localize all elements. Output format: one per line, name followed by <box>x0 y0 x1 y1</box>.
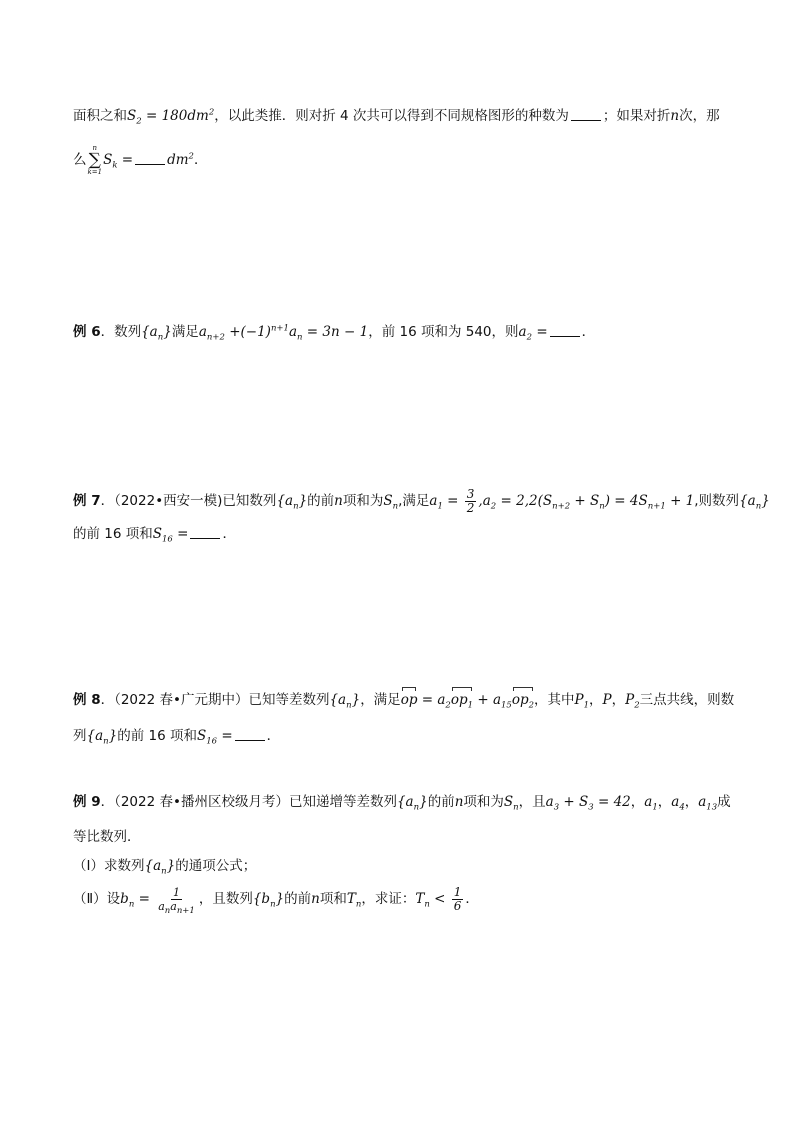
ex8-text-4: ， <box>589 692 603 708</box>
ex8-text-6: 三点共线，则数 <box>639 692 735 708</box>
answer-blank-4 <box>190 526 220 539</box>
ex9-text-7: ， <box>684 794 699 810</box>
var-n: n <box>670 108 680 124</box>
ex9-text-3: 项和为 <box>463 794 504 810</box>
example-9-line-1 <box>73 792 731 812</box>
fraction-3-2: $\frac{3}{2}$ <box>466 487 475 515</box>
intro-text-b: ，以此类推．则对折 4 次共可以得到不同规格图形的种数为 <box>214 108 569 124</box>
seq-an: $\{a_n\}$ <box>86 728 118 747</box>
intro-text-d: 次，那 <box>679 108 720 124</box>
ex7-s16: $S_{16}$ = <box>152 526 189 545</box>
ex7-text-4: ,满足 <box>398 493 430 509</box>
ex9-text-2: 的前 <box>427 794 455 810</box>
answer-blank-1 <box>571 108 601 121</box>
formula-sk: $S_k$ = <box>103 152 134 171</box>
ex8-text-1: ．（2022 春•广元期中）已知等差数列 <box>100 692 330 708</box>
ex7-text-5: ,则数列 <box>694 493 740 509</box>
example-9-label: 例 9 <box>73 794 101 810</box>
ex8-text-9: ． <box>266 728 281 744</box>
example-8-line-1 <box>73 690 734 710</box>
point-p2: $P_2$ <box>625 692 640 711</box>
example-9-question-2 <box>73 885 479 917</box>
ex9-q2-text-a: （Ⅱ）设 <box>73 891 121 907</box>
example-6 <box>73 322 595 342</box>
var-n: n <box>311 891 320 907</box>
var-n: n <box>454 794 464 810</box>
example-8-line-2 <box>73 726 280 746</box>
example-7-label: 例 7 <box>73 493 101 509</box>
answer-blank-5 <box>235 728 265 741</box>
ex8-text-8: 的前 16 项和 <box>117 728 197 744</box>
seq-an: $\{a_n\}$ <box>144 858 176 877</box>
ex9-text-9: 等比数列． <box>73 829 141 845</box>
ex9-condition: $a_3 + S_3 = 42$ <box>545 794 631 813</box>
ex6-text-1: ．数列 <box>100 324 142 340</box>
intro-text-e: 么 <box>73 152 87 168</box>
ex8-vector-eq: op = $a_2op_1 + a_{15}op_2$ <box>400 692 535 711</box>
seq-an: $\{a_n\}$ <box>329 692 361 711</box>
seq-an: $\{a_n\}$ <box>739 493 770 512</box>
ex8-text-2: ，满足 <box>360 692 401 708</box>
ex9-q2-text-c: 的前 <box>284 891 312 907</box>
seq-bn: $\{b_n\}$ <box>252 891 285 910</box>
ex9-q2-text-b: ，且数列 <box>198 891 253 907</box>
ex9-q2-text-f: ． <box>465 891 479 907</box>
example-9-line-2 <box>73 827 141 847</box>
unit-dm2: $dm^2$ <box>167 151 194 168</box>
seq-an: $\{a_n\}$ <box>141 324 172 343</box>
ex6-recurrence: $a_{n+2} +(-1)^{n+1}a_n = 3n - 1$ <box>198 323 369 343</box>
intro-text-a: 面积之和 <box>73 108 127 124</box>
ex7-text-1: ．（2022•西安一模)已知数列 <box>100 493 277 509</box>
answer-blank-2 <box>135 152 165 165</box>
term-a1: $a_1$ <box>644 794 658 813</box>
ex6-a2: $a_2$ = <box>518 324 548 343</box>
point-p1: $P_1$ <box>574 692 590 711</box>
ex9-q1-text-b: 的通项公式； <box>175 858 257 874</box>
example-8-label: 例 8 <box>73 692 101 708</box>
formula-s2: $S_2 = 180dm^2$ <box>127 107 215 127</box>
seq-an: $\{a_n\}$ <box>276 493 308 512</box>
answer-blank-3 <box>550 324 580 337</box>
term-a4: $a_4$ <box>671 794 685 813</box>
ex9-inequality: $T_n$ < $\frac{1}{6}$ <box>415 885 462 913</box>
seq-an: $\{a_n\}$ <box>396 794 428 813</box>
ex8-text-7: 列 <box>73 728 87 744</box>
var-n: n <box>334 493 343 509</box>
ex9-text-6: ， <box>657 794 672 810</box>
ex7-condition: $a_1$ = $\frac{3}{2}$ $,a_2 = 2,2(S_{n+2} + S_n) = 4S_{n+1} + 1$ <box>429 487 695 515</box>
ex9-q2-text-d: 项和 <box>319 891 347 907</box>
ex7-text-3: 项和为 <box>342 493 384 509</box>
ex6-text-4: ． <box>581 324 596 340</box>
fraction-1-6: $\frac{1}{6}$ <box>453 885 462 913</box>
ex7-text-6: 的前 16 项和 <box>73 526 153 542</box>
ex9-q2-text-e: ，求证： <box>361 891 416 907</box>
ex8-text-3: ，其中 <box>534 692 575 708</box>
ex9-text-8: 成 <box>717 794 731 810</box>
ex8-text-5: ， <box>611 692 626 708</box>
term-a13: $a_{13}$ <box>698 794 718 813</box>
example-9-question-1 <box>73 856 256 876</box>
ex9-q1-text-a: （Ⅰ）求数列 <box>73 858 145 874</box>
ex9-bn-def: $b_n$ = $\frac{1}{a_na_{n+1}}$ <box>120 886 195 917</box>
ex8-s16: $S_{16}$ = <box>196 728 233 747</box>
ex9-text-5: ， <box>630 794 645 810</box>
intro-text-f: ． <box>193 152 208 168</box>
var-sn: $S_n$ <box>503 794 519 813</box>
ex6-text-2: 满足 <box>171 324 199 340</box>
ex9-text-1: ．（2022 春•播州区校级月考）已知递增等差数列 <box>100 794 397 810</box>
fraction-bn: $\frac{1}{a_na_{n+1}}$ <box>158 886 195 917</box>
var-sn: $S_n$ <box>383 493 399 512</box>
var-tn: $T_n$ <box>346 891 362 910</box>
summation-symbol: n ∑ k=1 <box>87 144 103 176</box>
intro-line-2 <box>73 144 207 176</box>
intro-line-1 <box>73 106 720 126</box>
point-p: P <box>602 692 612 708</box>
ex6-text-3: ，前 16 项和为 540，则 <box>368 324 519 340</box>
example-7-line-2 <box>73 524 236 544</box>
example-6-label: 例 6 <box>73 324 101 340</box>
ex7-text-7: ． <box>222 526 236 542</box>
ex7-text-2: 的前 <box>307 493 335 509</box>
ex9-text-4: ，且 <box>518 794 546 810</box>
example-7-line-1 <box>73 488 770 515</box>
intro-text-c: ；如果对折 <box>602 108 671 124</box>
